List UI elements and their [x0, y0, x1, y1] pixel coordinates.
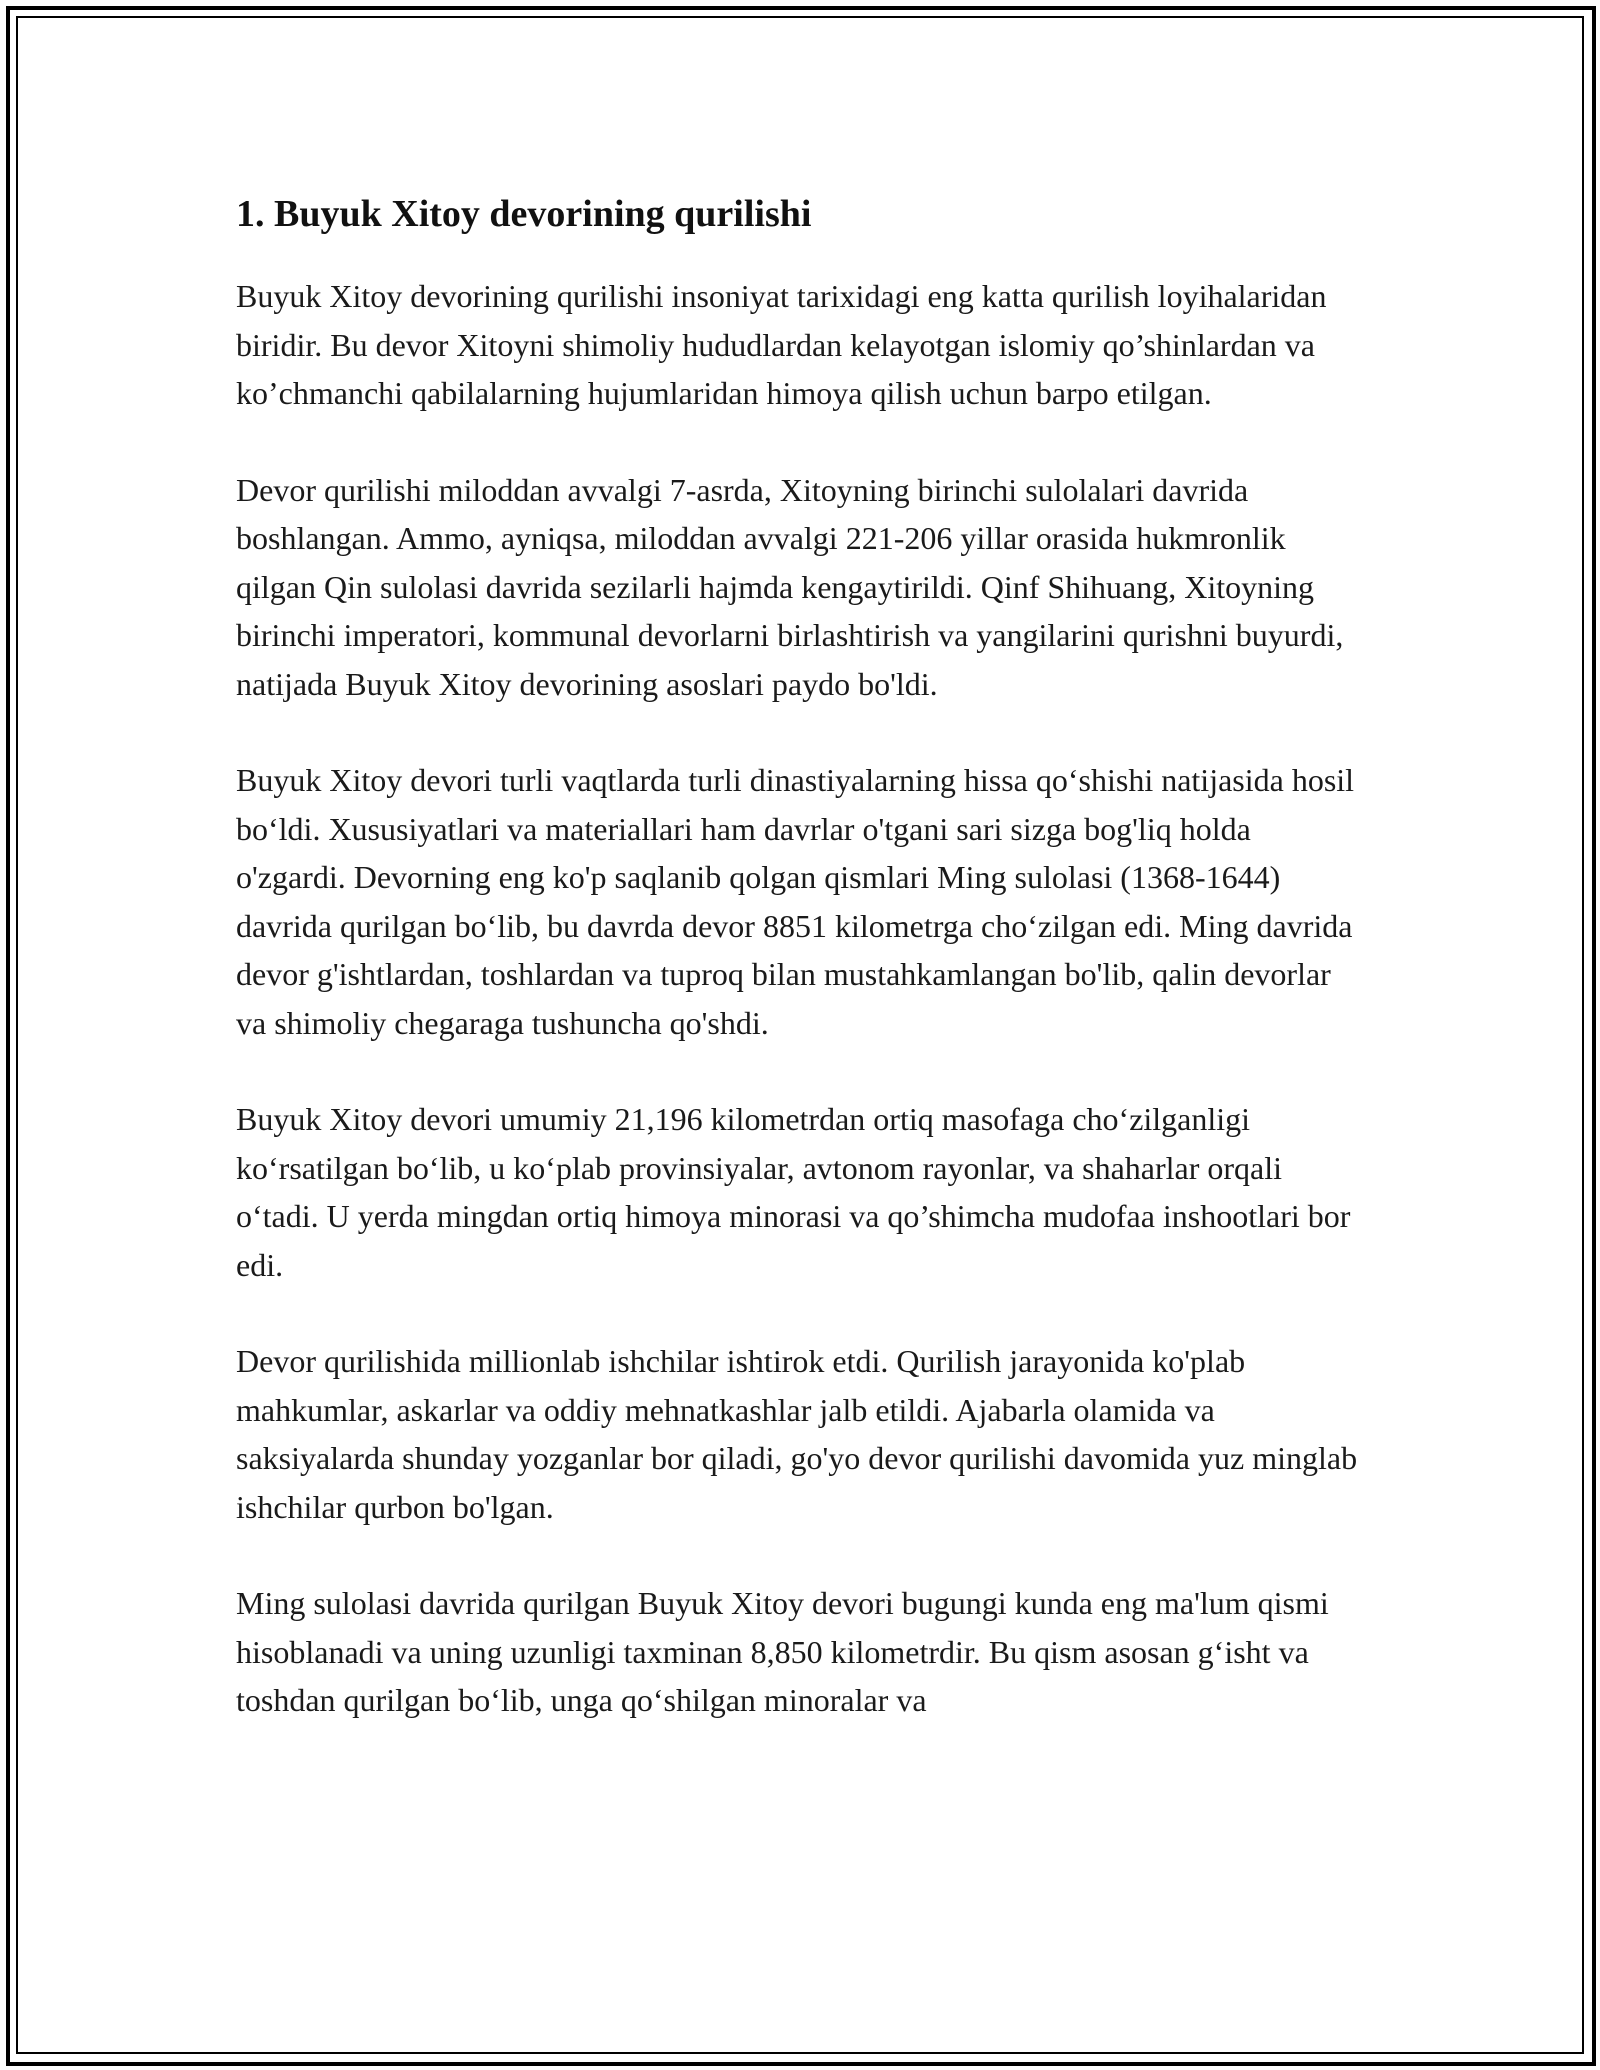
document-body	[236, 186, 1366, 1773]
paragraph-6: Ming sulolasi davrida qurilgan Buyuk Xitoy devori bugungi kunda eng ma'lum qismi hisoblanadi va uning uzunligi taxminan 8,850 kilometrdir. Bu qism asosan g‘isht va toshdan qurilgan bo‘lib, unga qo‘shilgan minoralar va	[236, 1585, 1329, 1718]
paragraph-4: Buyuk Xitoy devori umumiy 21,196 kilometrdan ortiq masofaga cho‘zilganligi ko‘rsatilgan bo‘lib, u ko‘plab provinsiyalar, avtonom rayonlar, va shaharlar orqali o‘tadi. U yerda mingdan ortiq himoya minorasi va qo’shimcha mudofaa inshootlari bor edi.	[236, 1101, 1351, 1283]
paragraph-3: Buyuk Xitoy devori turli vaqtlarda turli dinastiyalarning hissa qo‘shishi natijasida hosil bo‘ldi. Xususiyatlari va materiallari ham davrlar o'tgani sari sizga bog'liq holda o'zgardi. Devorning eng ko'p saqlanib qolgan qismlari Ming sulolasi (1368-1644) davrida qurilgan bo‘lib, bu davrda devor 8851 kilometrga cho‘zilgan edi. Ming davrida devor g'ishtlardan, toshlardan va tuproq bilan mustahkamlangan bo'lib, qalin devorlar va shimoliy chegaraga tushuncha qo'shdi.	[236, 762, 1355, 1041]
paragraph-1: Buyuk Xitoy devorining qurilishi insoniyat tarixidagi eng katta qurilish loyihalaridan biridir. Bu devor Xitoyni shimoliy hududlardan kelayotgan islomiy qo’shinlardan va ko’chmanchi qabilalarning hujumlaridan himoya qilish uchun barpo etilgan.	[236, 278, 1327, 411]
document-title: 1. Buyuk Xitoy devorining qurilishi	[236, 193, 812, 235]
paragraph-2: Devor qurilishi miloddan avvalgi 7-asrda, Xitoyning birinchi sulolalari davrida boshlangan. Ammo, ayniqsa, miloddan avvalgi 221-206 yillar orasida hukmronlik qilgan Qin sulolasi davrida sezilarli hajmda kengaytirildi. Qinf Shihuang, Xitoyning birinchi imperatori, kommunal devorlarni birlashtirish va yangilarini qurishni buyurdi, natijada Buyuk Xitoy devorining asoslari paydo bo'ldi.	[236, 471, 1344, 702]
paragraph-5: Devor qurilishida millionlab ishchilar ishtirok etdi. Qurilish jarayonida ko'plab mahkumlar, askarlar va oddiy mehnatkashlar jalb etildi. Ajabarla olamida va saksiyalarda shunday yozganlar bor qiladi, go'yo devor qurilishi davomida yuz minglab ishchilar qurbon bo'lgan.	[236, 1343, 1358, 1525]
